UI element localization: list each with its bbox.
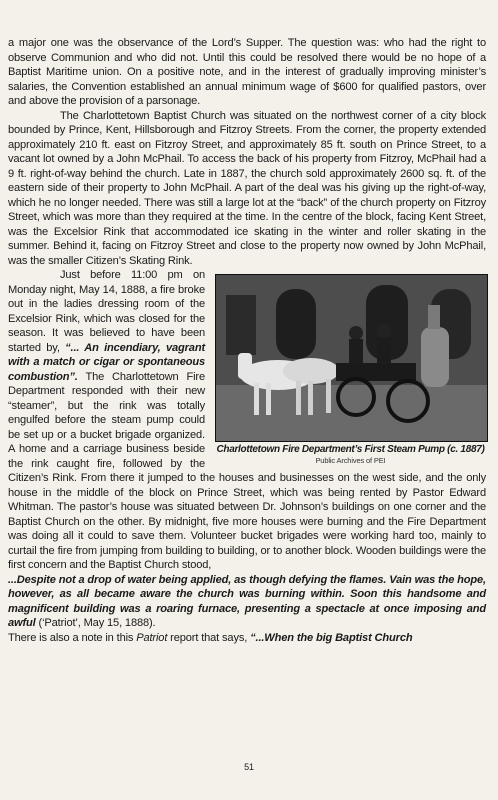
figure-credit: Public Archives of PEI: [315, 456, 386, 465]
paragraph-note: [8, 631, 486, 646]
fire-text-start: Just before 11:00 pm on Monday night, May 14, 1888, a fire broke out in the ladies dressing room of the Excelsior Rink, which was closed for the season. It was believed to have been started by,: [8, 269, 205, 354]
incendiary-quote: “... An incendiary, vagrant with a match or cigar or spontaneous combustion”.: [8, 341, 205, 383]
fire-text-middle: The Charlottetown Fire Department responded with their new “steamer”, but the rink was totally engulfed before the steam pump could be set up or a bucket brigade organized. A home and a carriage business beside the rink caught fire, followed by the Citizen’s Rink. From there it jumped to the houses and businesses on the west side, and the only house in the middle of the block on Prince Street, which was being rented by Pastor Edward Whitman. The pastor’s house was situated between Dr. Johnson’s buildings on one corner and the Baptist Church on the other. By midnight, five more houses were burning and the Fire Department was doing all it could to save them. Volunteer bucket brigades were working hard too, mainly to curtail the fire from jumping from building to building, or to another block. Wooden buildings were the first concern and the Baptist Church stood,: [8, 370, 486, 571]
paragraph-patriot-quote: [8, 573, 486, 631]
page-number: 51: [244, 761, 254, 772]
patriot-citation: (‘Patriot’, May 15, 1888).: [35, 617, 156, 629]
patriot-quote: ...Despite not a drop of water being applied, as though defying the flames. Vain was the hope, however, as all became aware the church was burning within. Soon this handsome and magnificent building was a roaring furnace, presenting a spectacle at once imposing and awful: [8, 573, 486, 629]
figure-steam-pump: [215, 274, 486, 465]
steam-pump-photo: [215, 274, 488, 442]
church-quote: “...When the big Baptist Church: [250, 631, 413, 644]
note-text-start: There is also a note in this: [8, 631, 137, 644]
paragraph-convention: a major one was the observance of the Lord’s Supper. The question was: who had the right to observe Communion and who did not. Until this could be resolved there would be no hope of a Baptist Maritime union. On a positive note, and in the interest of gradually improving minister’s salaries, the Convention established an annual minimum wage of $600 for qualified pastors, over and above the provision of a parsonage.: [8, 37, 486, 107]
note-text-middle: report that says,: [167, 631, 251, 644]
steam-pump-illustration: [216, 275, 487, 441]
patriot-title: Patriot: [136, 631, 168, 644]
figure-caption: Charlottetown Fire Department’s First Steam Pump (c. 1887): [216, 444, 485, 455]
paragraph-church-location: The Charlottetown Baptist Church was situated on the northwest corner of a city block bounded by Prince, Kent, Hillsborough and Fitzroy Streets. From the corner, the property extended approximately 210 ft. east on Fitzroy Street, and approximately 85 ft. south on Prince Street, to a vacant lot owned by a John McPhail. To access the back of his property from Fitzroy, McPhail had a 9 ft. right-of-way behind the church. Late in 1887, the church sold approximately 2600 sq. ft. of the eastern side of their property to John McPhail. A part of the deal was his giving up the right-of-way, which he no longer needed. There was still a large lot at the “back” of the church property on Fitzroy Street, which was more than they required at the time. In the centre of the block, facing Kent Street, was the Excelsior Rink that accommodated ice skating in the winter and roller skating in the summer. Behind it, facing on Fitzroy Street and close to the property now owned by John McPhail, was the smaller Citizen’s Skating Rink.: [8, 109, 486, 267]
